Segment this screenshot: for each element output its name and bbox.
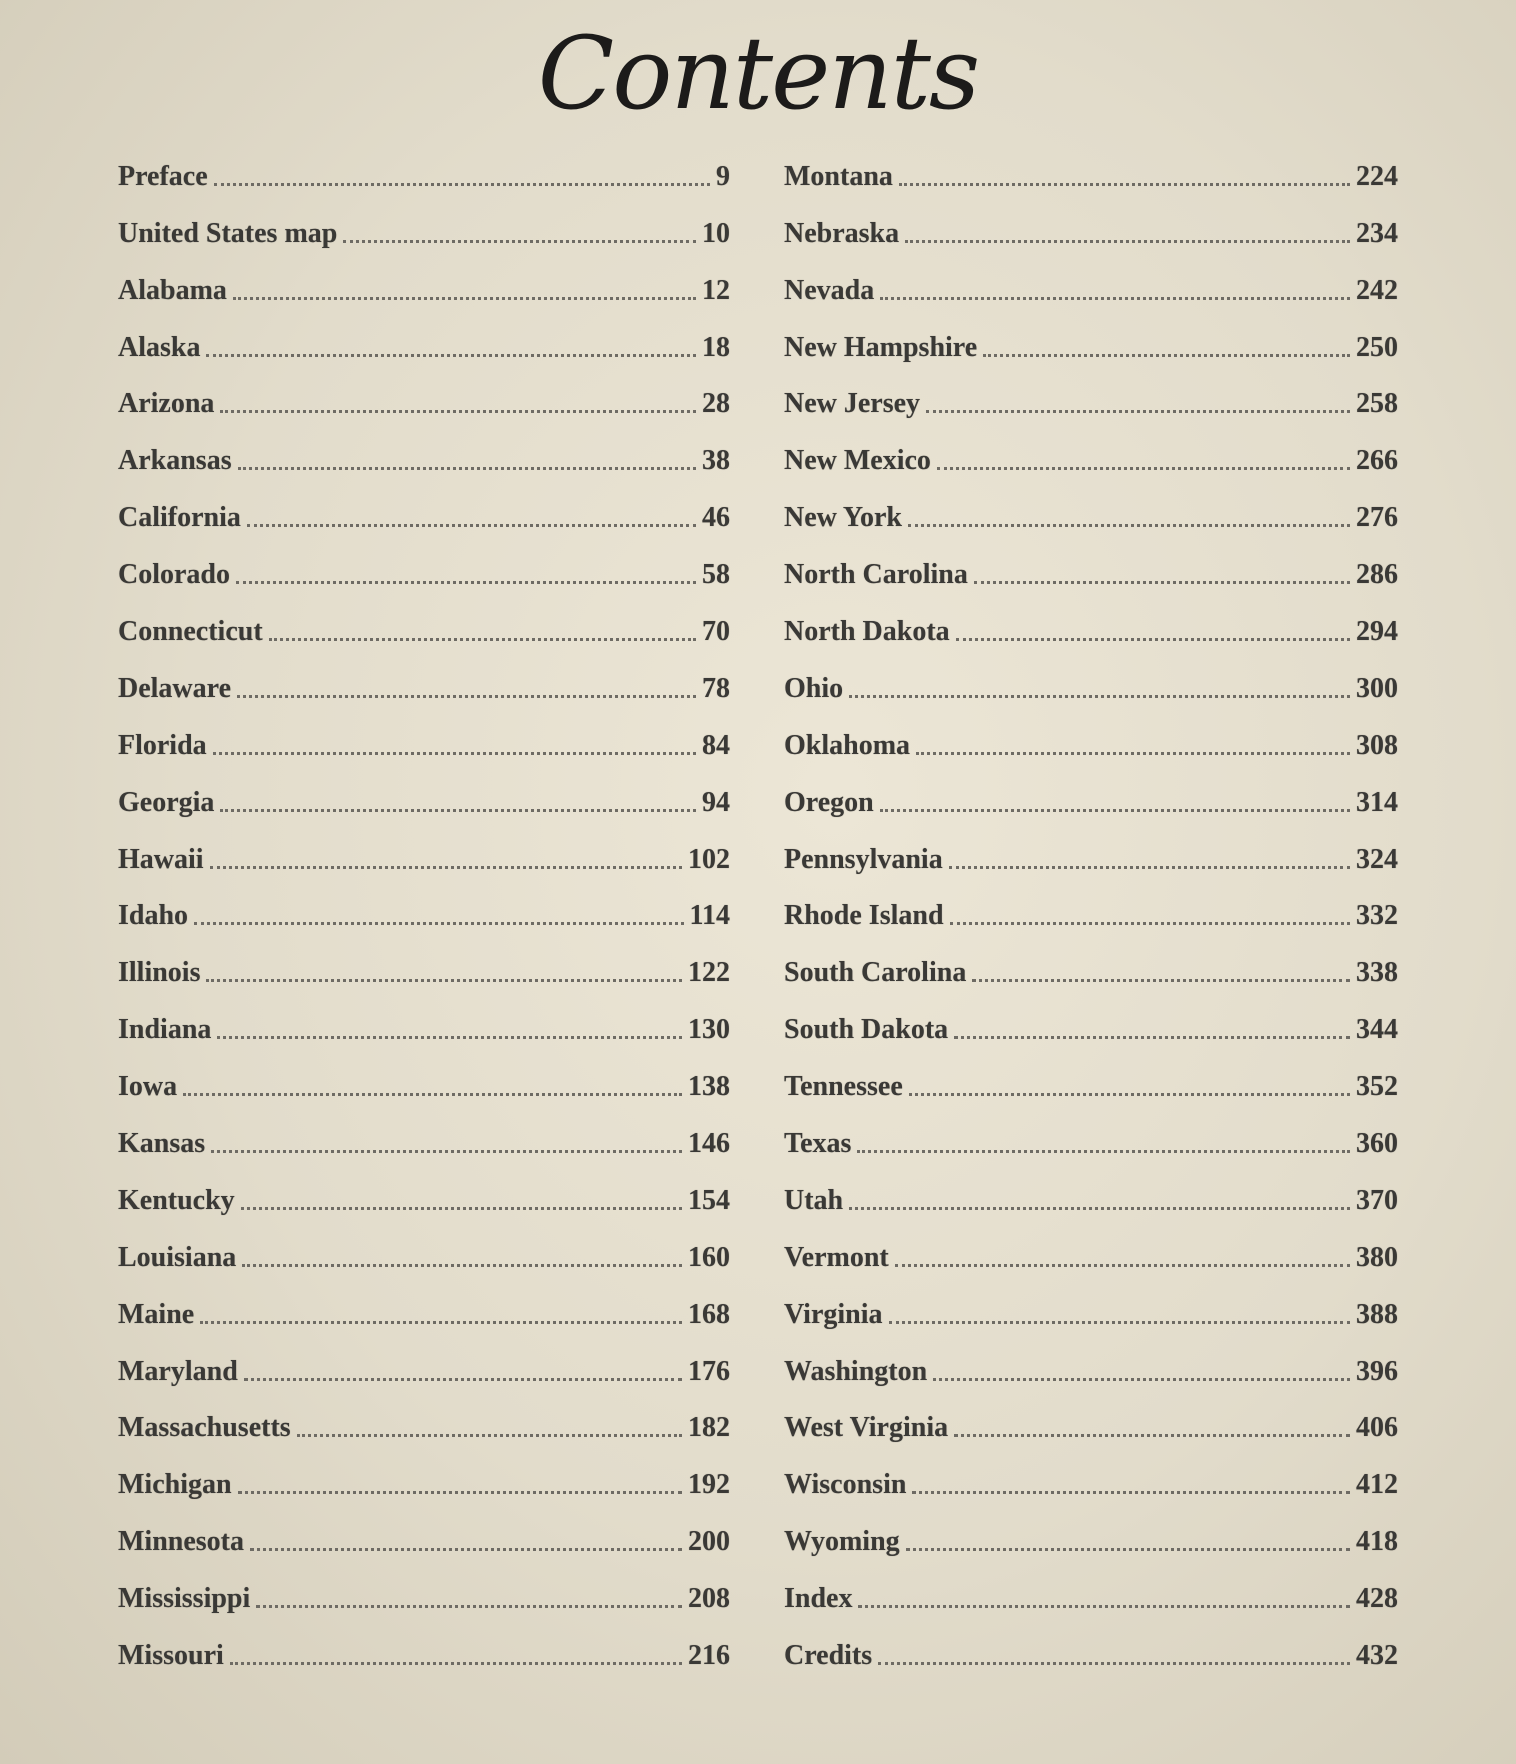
toc-entry-name: Pennsylvania xyxy=(784,843,943,875)
toc-entry-page-number: 12 xyxy=(702,274,730,306)
toc-entry xyxy=(118,421,730,478)
toc-entry-page-number: 146 xyxy=(688,1128,730,1160)
dot-leader xyxy=(849,1207,1350,1210)
toc-entry-page-number: 300 xyxy=(1356,672,1398,704)
toc-entry-name: Index xyxy=(784,1583,853,1615)
toc-entry-name: Wisconsin xyxy=(784,1469,907,1501)
toc-entry-page-number: 94 xyxy=(702,786,730,818)
toc-entry xyxy=(784,1218,1398,1275)
dot-leader xyxy=(899,183,1350,186)
toc-entry-page-number: 360 xyxy=(1356,1128,1398,1160)
toc-entry-page-number: 138 xyxy=(688,1071,730,1103)
toc-entry-name: Utah xyxy=(784,1184,844,1216)
toc-entry xyxy=(784,194,1398,251)
toc-entry xyxy=(118,1332,730,1389)
toc-entry-name: Minnesota xyxy=(118,1526,244,1558)
dot-leader xyxy=(238,1491,682,1494)
dot-leader xyxy=(857,1150,1350,1153)
toc-entry-page-number: 160 xyxy=(688,1241,730,1273)
toc-entry xyxy=(784,365,1398,422)
toc-entry-page-number: 182 xyxy=(688,1412,730,1444)
dot-leader xyxy=(206,979,682,982)
toc-entry xyxy=(784,535,1398,592)
toc-entry xyxy=(118,1502,730,1559)
toc-entry-page-number: 70 xyxy=(702,616,730,648)
toc-entry xyxy=(118,478,730,535)
toc-entry-name: Florida xyxy=(118,729,207,761)
toc-entry-name: Arizona xyxy=(118,388,215,420)
toc-entry xyxy=(118,365,730,422)
dot-leader xyxy=(983,354,1350,357)
toc-entry xyxy=(118,706,730,763)
toc-entry xyxy=(118,535,730,592)
toc-entry-name: Missouri xyxy=(118,1640,224,1672)
toc-entry xyxy=(784,251,1398,308)
toc-entry-name: Michigan xyxy=(118,1469,232,1501)
toc-entry xyxy=(784,820,1398,877)
toc-entry xyxy=(118,1104,730,1161)
toc-entry-page-number: 38 xyxy=(702,445,730,477)
dot-leader xyxy=(220,410,696,413)
toc-entry xyxy=(118,933,730,990)
toc-entry-name: Montana xyxy=(784,160,893,192)
dot-leader xyxy=(213,752,696,755)
toc-entry-page-number: 130 xyxy=(688,1014,730,1046)
toc-entry-page-number: 338 xyxy=(1356,957,1398,989)
toc-entry-name: West Virginia xyxy=(784,1412,949,1444)
toc-entry-page-number: 266 xyxy=(1356,445,1398,477)
toc-entry xyxy=(784,1161,1398,1218)
toc-entry-name: New Mexico xyxy=(784,445,931,477)
toc-entry-page-number: 200 xyxy=(688,1526,730,1558)
toc-entry xyxy=(784,137,1398,194)
dot-leader xyxy=(256,1605,682,1608)
toc-entry xyxy=(784,1445,1398,1502)
toc-entry-page-number: 324 xyxy=(1356,843,1398,875)
toc-entry xyxy=(784,1332,1398,1389)
toc-entry-page-number: 276 xyxy=(1356,502,1398,534)
toc-entry-page-number: 46 xyxy=(702,502,730,534)
toc-entry-page-number: 9 xyxy=(716,160,730,192)
toc-entry-page-number: 286 xyxy=(1356,559,1398,591)
toc-entry-page-number: 412 xyxy=(1356,1469,1398,1501)
dot-leader xyxy=(906,1548,1350,1551)
toc-entry-name: Texas xyxy=(784,1128,852,1160)
toc-entry-page-number: 234 xyxy=(1356,217,1398,249)
toc-entry-name: South Dakota xyxy=(784,1014,949,1046)
toc-entry-page-number: 154 xyxy=(688,1184,730,1216)
toc-entry xyxy=(118,251,730,308)
toc-entry-page-number: 216 xyxy=(688,1640,730,1672)
dot-leader xyxy=(233,297,696,300)
dot-leader xyxy=(880,297,1350,300)
toc-entry-page-number: 388 xyxy=(1356,1298,1398,1330)
dot-leader xyxy=(954,1434,1350,1437)
dot-leader xyxy=(237,695,696,698)
toc-entry xyxy=(118,1161,730,1218)
toc-entry-page-number: 114 xyxy=(689,900,730,932)
toc-entry xyxy=(118,1275,730,1332)
toc-entry-page-number: 432 xyxy=(1356,1640,1398,1672)
page-title: Contents xyxy=(537,15,979,132)
dot-leader xyxy=(244,1378,682,1381)
toc-entry-page-number: 258 xyxy=(1356,388,1398,420)
toc-entry-page-number: 380 xyxy=(1356,1241,1398,1273)
toc-entry-page-number: 294 xyxy=(1356,616,1398,648)
dot-leader xyxy=(956,638,1350,641)
toc-entry-name: Alaska xyxy=(118,331,201,363)
toc-entry-page-number: 406 xyxy=(1356,1412,1398,1444)
toc-entry-name: North Dakota xyxy=(784,616,950,648)
dot-leader xyxy=(905,240,1350,243)
toc-entry-name: Vermont xyxy=(784,1241,889,1273)
toc-entry-name: California xyxy=(118,502,241,534)
toc-entry-page-number: 192 xyxy=(688,1469,730,1501)
dot-leader xyxy=(933,1378,1350,1381)
toc-entry xyxy=(784,1275,1398,1332)
toc-entry-name: Iowa xyxy=(118,1071,178,1103)
toc-entry xyxy=(118,1559,730,1616)
toc-entry-page-number: 242 xyxy=(1356,274,1398,306)
toc-entry xyxy=(784,421,1398,478)
dot-leader xyxy=(269,638,696,641)
toc-entry-name: Virginia xyxy=(784,1298,883,1330)
dot-leader xyxy=(909,1093,1350,1096)
dot-leader xyxy=(214,183,710,186)
toc-entry xyxy=(784,877,1398,934)
toc-entry-page-number: 122 xyxy=(688,957,730,989)
toc-entry-name: North Carolina xyxy=(784,559,968,591)
toc-entry-page-number: 370 xyxy=(1356,1184,1398,1216)
dot-leader xyxy=(247,524,696,527)
toc-entry-name: Alabama xyxy=(118,274,227,306)
toc-entry xyxy=(784,1104,1398,1161)
toc-entry xyxy=(118,820,730,877)
toc-right-column xyxy=(784,137,1398,1673)
dot-leader xyxy=(183,1093,682,1096)
toc-entry-name: New Jersey xyxy=(784,388,921,420)
toc-entry-name: Tennessee xyxy=(784,1071,903,1103)
toc-entry-name: United States map xyxy=(118,217,338,249)
toc-entry-name: Louisiana xyxy=(118,1241,237,1273)
dot-leader xyxy=(211,1150,682,1153)
dot-leader xyxy=(858,1605,1350,1608)
toc-entry xyxy=(118,877,730,934)
toc-entry-name: Maine xyxy=(118,1298,195,1330)
toc-entry xyxy=(784,592,1398,649)
toc-entry-page-number: 78 xyxy=(702,672,730,704)
toc-entry-name: Hawaii xyxy=(118,843,204,875)
toc-entry-name: Washington xyxy=(784,1355,928,1387)
toc-entry-name: Delaware xyxy=(118,672,231,704)
toc-entry-page-number: 352 xyxy=(1356,1071,1398,1103)
dot-leader xyxy=(880,809,1350,812)
toc-entry-name: South Carolina xyxy=(784,957,967,989)
toc-entry xyxy=(784,706,1398,763)
toc-entry xyxy=(784,308,1398,365)
dot-leader xyxy=(916,752,1350,755)
toc-entry xyxy=(784,649,1398,706)
toc-entry-page-number: 224 xyxy=(1356,160,1398,192)
toc-entry-name: New Hampshire xyxy=(784,331,978,363)
toc-entry-page-number: 250 xyxy=(1356,331,1398,363)
toc-entry xyxy=(118,763,730,820)
dot-leader xyxy=(972,979,1350,982)
toc-entry-name: Connecticut xyxy=(118,616,263,648)
toc-entry xyxy=(784,1616,1398,1673)
toc-entry-page-number: 102 xyxy=(688,843,730,875)
dot-leader xyxy=(210,866,682,869)
dot-leader xyxy=(950,922,1350,925)
toc-left-column xyxy=(118,137,730,1673)
toc-entry xyxy=(118,1047,730,1104)
toc-entry xyxy=(784,478,1398,535)
toc-entry-name: Maryland xyxy=(118,1355,238,1387)
toc-entry-name: Preface xyxy=(118,160,208,192)
dot-leader xyxy=(220,809,696,812)
toc-entry-name: Colorado xyxy=(118,559,230,591)
toc-entry xyxy=(784,1047,1398,1104)
toc-entry-name: Idaho xyxy=(118,900,189,932)
toc-entry-name: Ohio xyxy=(784,672,844,704)
toc-entry-page-number: 84 xyxy=(702,729,730,761)
toc-entry-page-number: 428 xyxy=(1356,1583,1398,1615)
toc-entry-name: Wyoming xyxy=(784,1526,900,1558)
dot-leader xyxy=(297,1434,682,1437)
toc-entry-name: Nevada xyxy=(784,274,875,306)
toc-entry-name: Illinois xyxy=(118,957,201,989)
toc-entry-name: Georgia xyxy=(118,786,215,818)
dot-leader xyxy=(949,866,1350,869)
toc-entry xyxy=(784,933,1398,990)
toc-entry xyxy=(118,592,730,649)
toc-entry xyxy=(784,1559,1398,1616)
dot-leader xyxy=(206,354,696,357)
dot-leader xyxy=(878,1662,1350,1665)
dot-leader xyxy=(250,1548,682,1551)
toc-entry-name: Kansas xyxy=(118,1128,206,1160)
toc-entry-page-number: 28 xyxy=(702,388,730,420)
dot-leader xyxy=(242,1264,682,1267)
toc-entry-page-number: 18 xyxy=(702,331,730,363)
toc-entry-name: Nebraska xyxy=(784,217,900,249)
toc-entry-name: Kentucky xyxy=(118,1184,235,1216)
toc-entry-page-number: 344 xyxy=(1356,1014,1398,1046)
toc-entry-name: Indiana xyxy=(118,1014,212,1046)
toc-entry xyxy=(118,1389,730,1446)
dot-leader xyxy=(343,240,696,243)
toc-entry-page-number: 58 xyxy=(702,559,730,591)
toc-entry-name: Oklahoma xyxy=(784,729,911,761)
toc-entry-page-number: 168 xyxy=(688,1298,730,1330)
toc-entry xyxy=(784,763,1398,820)
dot-leader xyxy=(937,467,1350,470)
toc-entry-name: Rhode Island xyxy=(784,900,944,932)
toc-entry-page-number: 332 xyxy=(1356,900,1398,932)
dot-leader xyxy=(230,1662,682,1665)
toc-entry-name: New York xyxy=(784,502,902,534)
toc-entry xyxy=(118,1218,730,1275)
toc-entry-page-number: 396 xyxy=(1356,1355,1398,1387)
toc-entry-name: Arkansas xyxy=(118,445,232,477)
dot-leader xyxy=(217,1036,682,1039)
dot-leader xyxy=(912,1491,1350,1494)
toc-entry xyxy=(118,1616,730,1673)
toc-entry xyxy=(784,990,1398,1047)
toc-entry xyxy=(118,990,730,1047)
toc-entry-page-number: 10 xyxy=(702,217,730,249)
dot-leader xyxy=(908,524,1350,527)
toc-entry xyxy=(784,1389,1398,1446)
dot-leader xyxy=(926,410,1350,413)
toc-entry-page-number: 208 xyxy=(688,1583,730,1615)
toc-entry-page-number: 418 xyxy=(1356,1526,1398,1558)
toc-entry-name: Credits xyxy=(784,1640,873,1672)
dot-leader xyxy=(954,1036,1350,1039)
toc-entry xyxy=(118,649,730,706)
dot-leader xyxy=(194,922,683,925)
toc-entry-page-number: 308 xyxy=(1356,729,1398,761)
dot-leader xyxy=(974,581,1350,584)
dot-leader xyxy=(895,1264,1350,1267)
toc-entry-page-number: 176 xyxy=(688,1355,730,1387)
toc-entry-page-number: 314 xyxy=(1356,786,1398,818)
dot-leader xyxy=(238,467,696,470)
dot-leader xyxy=(200,1321,682,1324)
dot-leader xyxy=(236,581,696,584)
dot-leader xyxy=(849,695,1350,698)
toc-entry xyxy=(118,137,730,194)
dot-leader xyxy=(241,1207,682,1210)
toc-entry-name: Mississippi xyxy=(118,1583,251,1615)
toc-entry xyxy=(118,194,730,251)
toc-entry xyxy=(118,308,730,365)
toc-entry xyxy=(118,1445,730,1502)
toc-entry xyxy=(784,1502,1398,1559)
toc-entry-name: Oregon xyxy=(784,786,874,818)
toc-entry-name: Massachusetts xyxy=(118,1412,291,1444)
dot-leader xyxy=(889,1321,1350,1324)
